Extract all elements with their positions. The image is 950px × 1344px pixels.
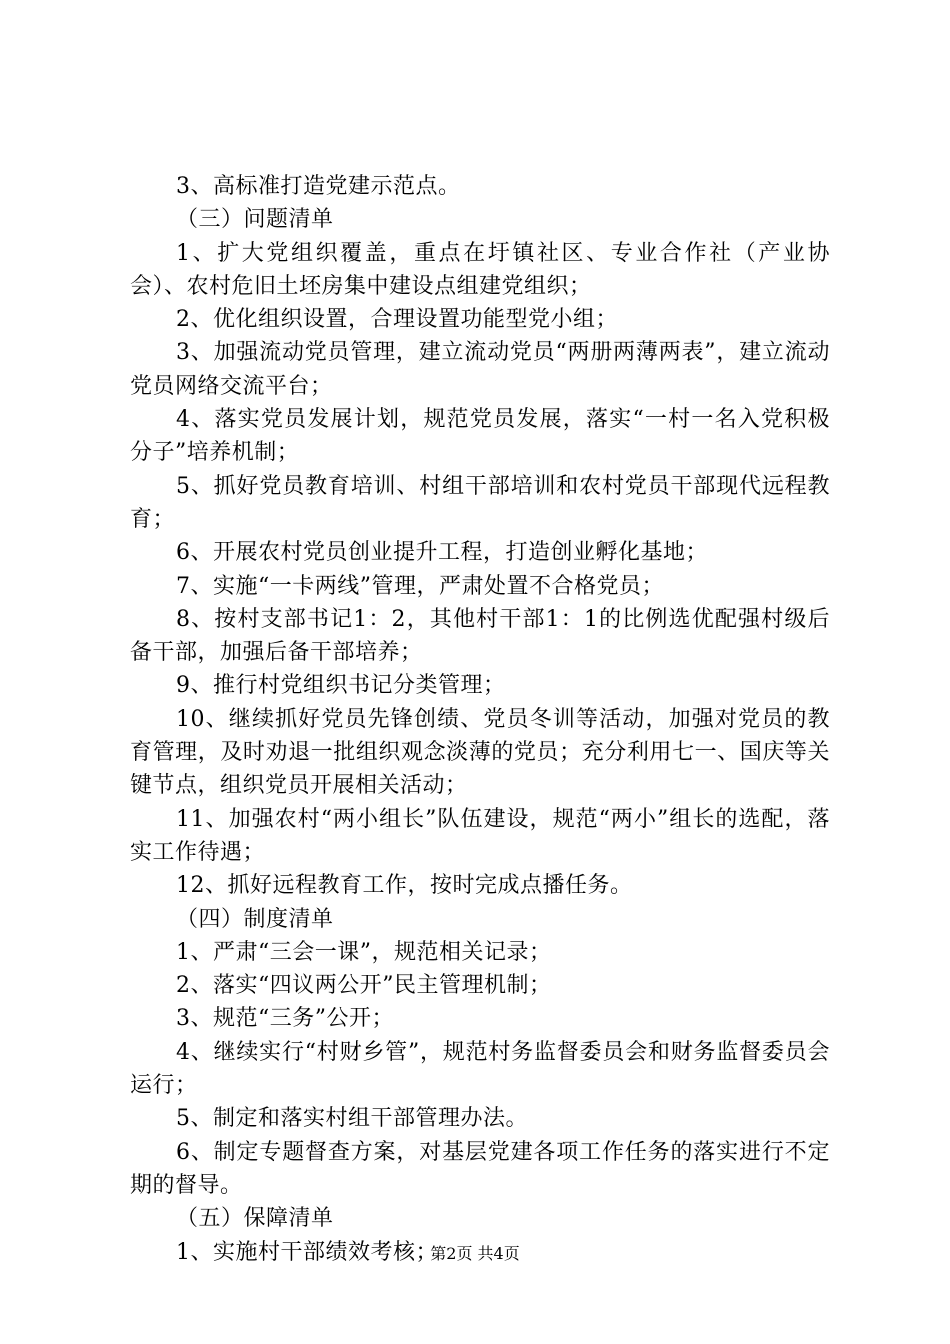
paragraph: 4、继续实行“村财乡管”，规范村务监督委员会和财务监督委员会运行； [130, 1039, 830, 1099]
document-body [130, 170, 830, 1269]
paragraph: 10、继续抓好党员先锋创绩、党员冬训等活动，加强对党员的教育管理，及时劝退一批组织观念淡薄的党员；充分利用七一、国庆等关键节点，组织党员开展相关活动； [130, 706, 830, 799]
paragraph: 1、实施村干部绩效考核； [176, 1239, 438, 1265]
section-heading: （四）制度清单 [176, 906, 334, 932]
paragraph: 3、高标准打造党建示范点。 [176, 174, 461, 199]
page-number-footer: 第2页 共4页 [430, 1244, 520, 1263]
paragraph: 1、扩大党组织覆盖，重点在圩镇社区、专业合作社（产业协会）、农村危旧土坯房集中建设点组建党组织； [130, 240, 830, 299]
section-heading: （三）问题清单 [176, 207, 334, 233]
paragraph: 7、实施“一卡两线”管理，严肃处置不合格党员； [176, 573, 664, 599]
paragraph: 4、落实党员发展计划，规范党员发展，落实“一村一名入党积极分子”培养机制； [130, 407, 830, 466]
section-heading: （五）保障清单 [176, 1206, 334, 1232]
paragraph: 8、按村支部书记1：2，其他村干部1：1的比例选优配强村级后备干部，加强后备干部培养； [130, 606, 830, 666]
paragraph: 11、加强农村“两小组长”队伍建设，规范“两小”组长的选配，落实工作待遇； [130, 806, 830, 865]
paragraph: 3、加强流动党员管理，建立流动党员“两册两薄两表”，建立流动党员网络交流平台； [130, 340, 830, 399]
paragraph: 5、制定和落实村组干部管理办法。 [176, 1106, 528, 1132]
paragraph: 9、推行村党组织书记分类管理； [176, 673, 506, 699]
paragraph: 12、抓好远程教育工作，按时完成点播任务。 [176, 873, 633, 899]
paragraph: 2、落实“四议两公开”民主管理机制； [176, 973, 552, 999]
paragraph: 6、开展农村党员创业提升工程，打造创业孵化基地； [176, 540, 708, 566]
paragraph: 5、抓好党员教育培训、村组干部培训和农村党员干部现代远程教育； [130, 473, 830, 532]
paragraph: 1、严肃“三会一课”，规范相关记录； [176, 939, 552, 965]
paragraph: 3、规范“三务”公开； [176, 1006, 394, 1032]
paragraph: 2、优化组织设置，合理设置功能型党小组； [176, 307, 618, 333]
paragraph: 6、制定专题督查方案，对基层党建各项工作任务的落实进行不定期的督导。 [130, 1139, 830, 1198]
